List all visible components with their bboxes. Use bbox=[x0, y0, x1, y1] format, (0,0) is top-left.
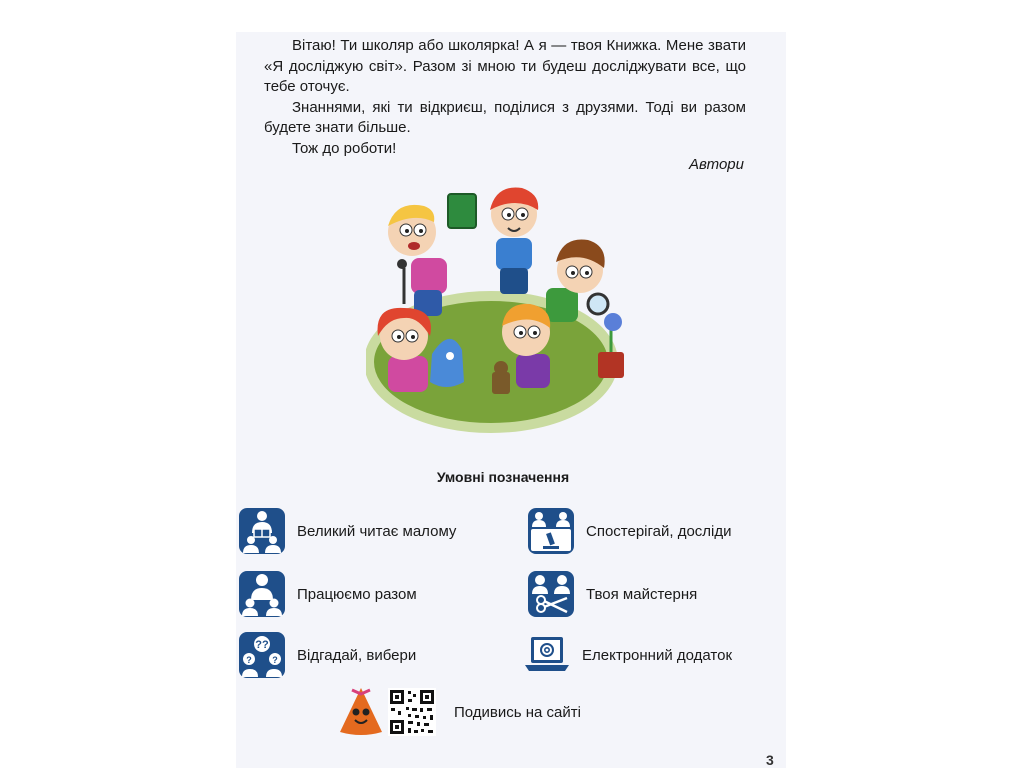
legend-label-workshop: Твоя майстерня bbox=[586, 585, 698, 603]
legend-label-observe: Спостерігай, досліди bbox=[586, 522, 732, 540]
question-heads-icon bbox=[238, 631, 286, 679]
legend-item-guess bbox=[238, 631, 416, 679]
legend-item-website bbox=[388, 688, 581, 736]
children-illustration bbox=[366, 176, 636, 440]
svg-text:?: ? bbox=[246, 655, 252, 665]
intro-text bbox=[264, 36, 746, 160]
page-number: 3 bbox=[766, 752, 774, 768]
microscope-observe-icon bbox=[527, 507, 575, 555]
svg-text:??: ?? bbox=[255, 639, 269, 651]
laptop-at-icon bbox=[523, 631, 571, 679]
authors-signature: Автори bbox=[688, 156, 744, 173]
legend-item-observe bbox=[527, 507, 732, 555]
legend-label-reading: Великий читає малому bbox=[297, 522, 457, 540]
intro-paragraph-1: Вітаю! Ти школяр або школярка! А я — твоя Книжка. Мене звати «Я досліджую світ». Разом зі мною ти будеш досліджувати все, що тебе оточує. bbox=[264, 37, 746, 96]
qr-code-icon bbox=[388, 688, 436, 736]
legend-label-website: Подивись на сайті bbox=[454, 703, 581, 721]
legend-item-reading bbox=[238, 507, 456, 555]
legend-label-guess: Відгадай, вибери bbox=[297, 646, 417, 664]
legend-item-work-together bbox=[238, 570, 417, 618]
intro-paragraph-3: Тож до роботи! bbox=[292, 139, 397, 157]
reading-together-icon bbox=[238, 507, 286, 555]
legend-label-work-together: Працюємо разом bbox=[297, 585, 417, 603]
legend-label-digital: Електронний додаток bbox=[582, 646, 733, 664]
mascot-icon bbox=[338, 686, 384, 736]
svg-text:?: ? bbox=[272, 655, 278, 665]
legend-title: Умовні позначення bbox=[436, 469, 570, 485]
scissors-workshop-icon bbox=[527, 570, 575, 618]
legend-item-workshop bbox=[527, 570, 697, 618]
legend-item-digital bbox=[523, 631, 732, 679]
intro-paragraph-2: Знаннями, які ти відкриєш, поділися з друзями. Тоді ви разом будете знати більше. bbox=[264, 98, 746, 137]
work-together-icon bbox=[238, 570, 286, 618]
